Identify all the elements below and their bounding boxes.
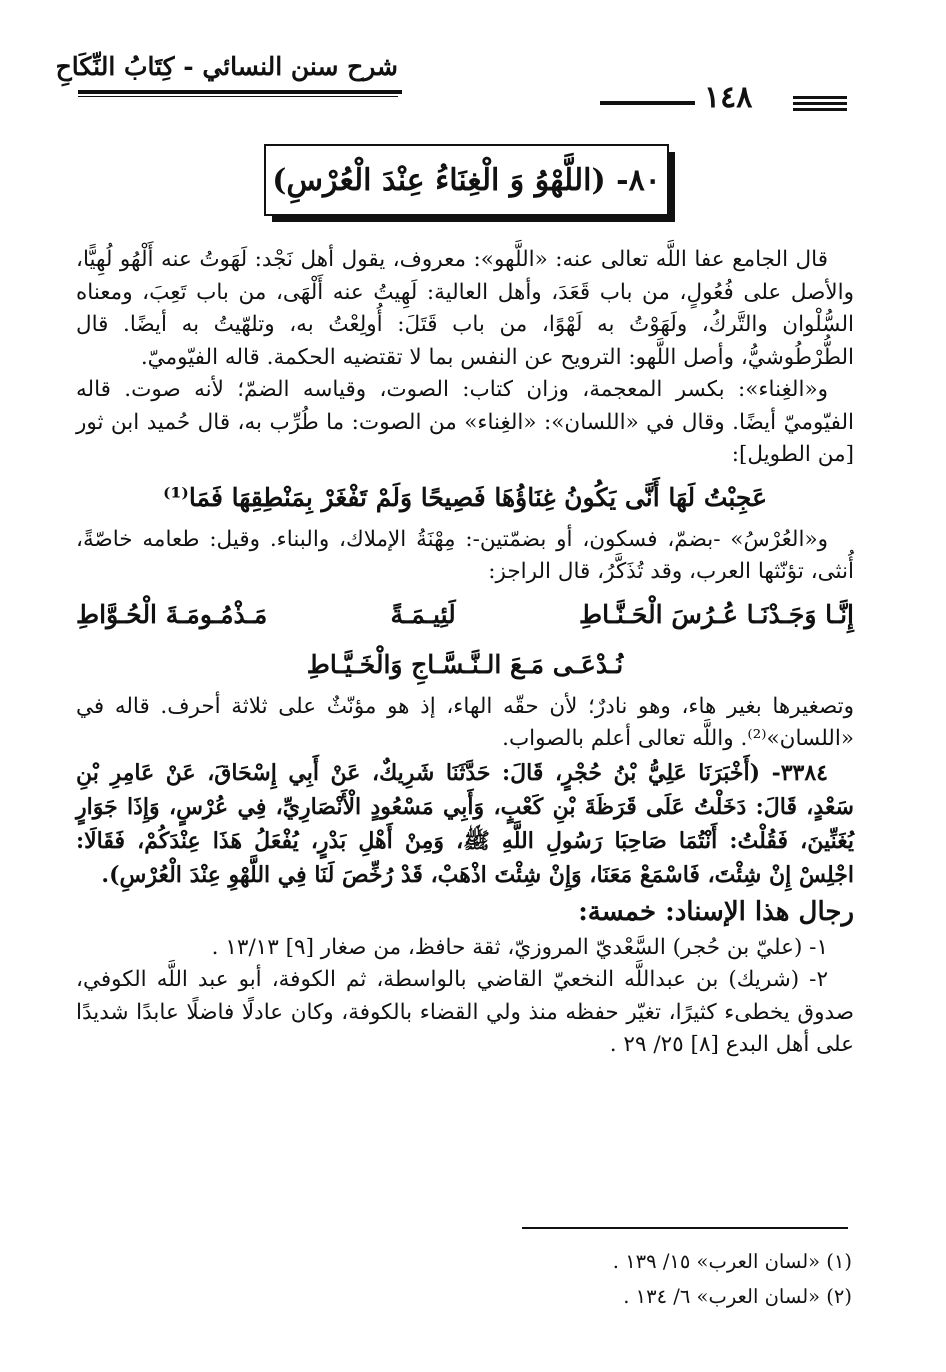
page-number-rule-right	[793, 96, 847, 99]
page-number: ١٤٨	[704, 80, 753, 115]
paragraph-ghina: و«الغِناء»: بكسر المعجمة، وزان كتاب: الصوت، وقياسه الضمّ؛ لأنه صوت. قاله الفيّوميّ أيضًا. وقال في «اللسان»: «الغِناء» من الصوت: ما طُرِّب به، قال حُميد ابن ثور [من الطويل]:	[76, 377, 854, 467]
rajaz-part: لَئِيـمَـةً	[390, 599, 456, 629]
footnote: (١) «لسان العرب» ١٥/ ١٣٩ .	[612, 1250, 852, 1273]
footnotes	[300, 1244, 852, 1314]
header-rule-thin	[78, 96, 398, 97]
paragraph-urs: و«العُرْسُ» -بضمّ، فسكون، أو بضمّتين-: مِهْنَةُ الإملاك، والبناء. وقيل: طعامه خاصّةً، أُنثى، تؤنّثها العرب، وقد تُذَكَّرُ، قال الراجز:	[76, 526, 854, 584]
header-rule	[78, 90, 402, 94]
footnote: (٢) «لسان العرب» ٦/ ١٣٤ .	[623, 1285, 852, 1308]
rajaz-part: إِنَّـا وَجَـدْنَـا عُـرُسَ الْحَـنَّـاطِ	[578, 599, 854, 629]
narrator-entry: ٢- (شريك) بن عبداللَّه النخعيّ القاضي بالواسطة، ثم الكوفة، أبو عبد اللَّه الكوفي، صدوق يخطىء كثيرًا، تغيّر حفظه منذ ولي القضاء بالكوفة، وكان عادلًا فاضلًا عابدًا شديدًا على أهل البدع [٨] ٢٥/ ٢٩ .	[76, 967, 854, 1057]
page-number-rule-right	[793, 102, 847, 105]
narrator-entry: ١- (عليّ بن حُجر) السَّعْديّ المروزيّ، ثقة حافظ، من صغار [٩] ١٣/١٣ .	[211, 934, 828, 960]
page-number-rule-left	[600, 101, 695, 105]
section-heading-rijal: رجال هذا الإسناد: خمسة:	[578, 896, 854, 927]
rajaz-part: مَـذْمُـومَـةَ الْحُـوَّاطِ	[76, 599, 268, 629]
running-header-title: شرح سنن النسائي - كِتَابُ النِّكَاحِ	[55, 52, 398, 81]
main-text	[76, 244, 854, 1062]
rajaz-verse-2: نُـدْعَـى مَـعَ الـنَّـسَّـاجِ وَالْخَـيَّـاطِ	[306, 649, 624, 679]
paragraph-lahw: قال الجامع عفا اللَّه تعالى عنه: «اللَّهو»: معروف، يقول أهل نَجْد: لَهَوتُ عنه أَلْهُو لُهِيًّا، والأصل على فُعُولٍ، من باب قَعَدَ، وأهل العالية: لَهِيتُ عنه أَلْهَى، من باب تَعِبَ، ومعناه السُّلْوان والتَّركُ، ولَهَوْتُ به لَهْوًا، من باب قَتَلَ: أُولِعْتُ به، وتلهّيتُ به أيضًا. قال الطُّرْطُوشيُّ، وأصل اللَّهو: الترويح عن النفس بما لا تقتضيه الحكمة. قاله الفيّوميّ.	[76, 247, 854, 370]
hadith-text: ٣٣٨٤- (أَخْبَرَنَا عَلِيُّ بْنُ حُجْرٍ، قَالَ: حَدَّثَنَا شَرِيكٌ، عَنْ أَبِي إِسْحَاقَ، عَنْ عَامِرِ بْنِ سَعْدٍ، قَالَ: دَخَلْتُ عَلَى قَرَظَةَ بْنِ كَعْبٍ، وَأَبِي مَسْعُودٍ الْأَنْصَارِيِّ، فِي عُرْسٍ، وَإِذَا جَوَارٍ يُغَنِّينَ، فَقُلْتُ: أَنْتُمَا صَاحِبَا رَسُولِ اللَّهِ ﷺ، وَمِنْ أَهْلِ بَدْرٍ، يُفْعَلُ هَذَا عِنْدَكُمْ، فَقَالَا: اجْلِسْ إِنْ شِئْتَ، فَاسْمَعْ مَعَنَا، وَإِنْ شِئْتَ اذْهَبْ، قَدْ رُخِّصَ لَنَا فِي اللَّهْوِ عِنْدَ الْعُرْسِ).	[76, 759, 854, 888]
footnote-rule	[522, 1227, 848, 1229]
chapter-title: ٨٠- (اللَّهْوُ وَ الْغِنَاءُ عِنْدَ الْعُرْسِ)	[264, 144, 669, 216]
paragraph-tasghir: وتصغيرها بغير هاء، وهو نادرٌ؛ لأن حقّه الهاء، إذ هو مؤنّثٌ على ثلاثة أحرف. قاله في «اللسان»⁽²⁾. واللَّه تعالى أعلم بالصواب.	[76, 693, 854, 751]
rajaz-verse-1	[76, 591, 854, 639]
page-number-rule-right	[793, 108, 847, 111]
poem-verse: عَجِبْتُ لَهَا أَنَّى يَكُونُ غِنَاؤُهَا فَصِيحًا وَلَمْ تَفْغَرْ بِمَنْطِقِهَا فَمَا⁽¹⁾	[163, 482, 767, 512]
